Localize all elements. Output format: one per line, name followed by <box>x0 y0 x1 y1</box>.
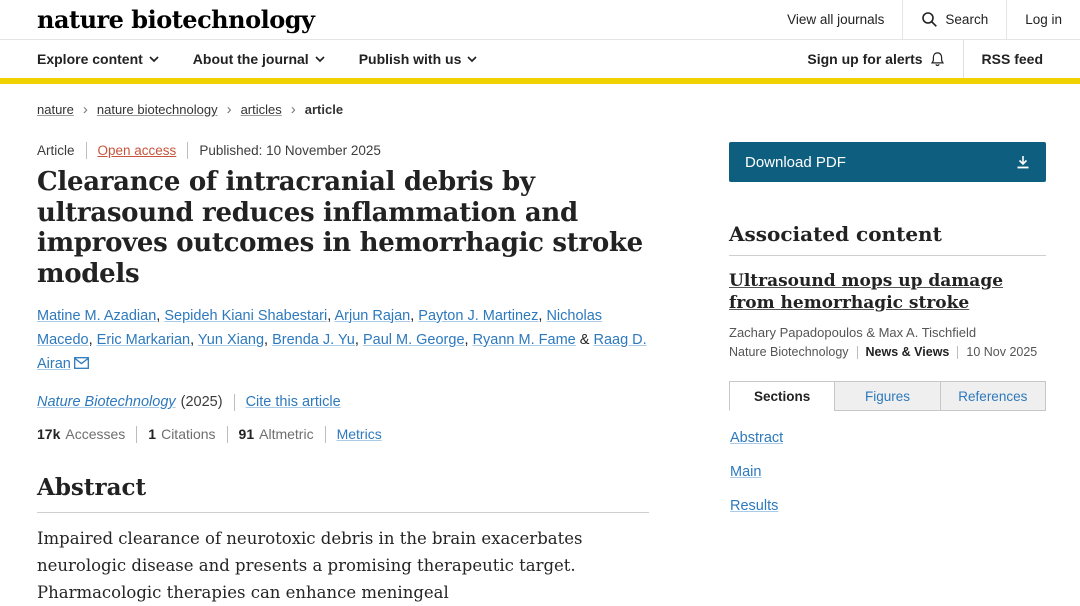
divider <box>227 426 228 443</box>
breadcrumb-articles[interactable]: articles <box>240 102 282 117</box>
tab-sections[interactable]: Sections <box>729 381 835 411</box>
section-links <box>729 411 1046 514</box>
associated-content-section <box>729 222 1046 359</box>
sidebar-tabs <box>729 381 1046 411</box>
site-header <box>0 0 1080 40</box>
open-access-link[interactable]: Open access <box>97 143 177 158</box>
published-date: Published: 10 November 2025 <box>199 143 381 158</box>
rss-feed-label: RSS feed <box>981 51 1043 67</box>
bell-icon <box>930 51 945 67</box>
accesses-value: 17k <box>37 426 61 443</box>
breadcrumb-current: article <box>304 102 344 117</box>
journal-link[interactable]: Nature Biotechnology <box>37 394 176 411</box>
metrics-link[interactable]: Metrics <box>336 426 382 443</box>
associated-article-meta <box>729 345 1046 359</box>
download-pdf-button[interactable] <box>729 142 1046 182</box>
author-link[interactable]: Matine M. Azadian <box>37 307 157 324</box>
chevron-separator-icon <box>291 101 296 118</box>
login-link[interactable] <box>1006 0 1080 39</box>
article-sidebar <box>729 142 1046 606</box>
section-link-results[interactable]: Results <box>730 498 779 514</box>
nav-explore-label: Explore content <box>37 51 143 67</box>
article-title: Clearance of intracranial debris by ultrasound reduces inflammation and improves outcomes in hemorrhagic stroke models <box>37 167 643 290</box>
citations-metric <box>148 426 215 442</box>
divider <box>857 346 858 359</box>
section-rule <box>729 255 1046 256</box>
author-link[interactable]: Brenda J. Yu <box>272 331 355 348</box>
author-link[interactable]: Eric Markarian <box>96 331 191 348</box>
nav-publish-label: Publish with us <box>358 51 462 67</box>
divider <box>187 142 188 159</box>
nav-about-label: About the journal <box>192 51 309 67</box>
download-icon <box>1016 155 1030 170</box>
author-link[interactable]: Nicholas Macedo <box>37 307 603 348</box>
section-rule <box>37 512 649 513</box>
breadcrumb-nature[interactable]: nature <box>37 102 74 117</box>
abstract-heading: Abstract <box>37 473 147 501</box>
altmetric-value: 91 <box>238 426 255 443</box>
nav-utilities <box>789 40 1043 78</box>
breadcrumb <box>37 101 1043 118</box>
author-link[interactable]: Ryann M. Fame <box>472 331 576 348</box>
author-link[interactable]: Yun Xiang <box>197 331 265 348</box>
associated-content-heading: Associated content <box>729 222 942 246</box>
section-link-main[interactable]: Main <box>730 464 762 480</box>
associated-article-link[interactable]: Ultrasound mops up damage from hemorrhagic stroke <box>729 271 1004 313</box>
search-label: Search <box>945 12 989 27</box>
chevron-down-icon <box>315 56 325 62</box>
nav-explore-content[interactable] <box>37 51 159 67</box>
journal-citation-row <box>37 394 649 411</box>
citations-label: Citations <box>161 426 216 443</box>
tab-figures[interactable]: Figures <box>834 381 940 411</box>
view-all-journals-label: View all journals <box>787 12 885 27</box>
page-body <box>0 118 1080 606</box>
journal-logo[interactable]: nature biotechnology <box>37 5 315 34</box>
article-type-label: Article <box>37 143 75 158</box>
author-link[interactable]: Payton J. Martinez <box>418 307 539 324</box>
signup-alerts-link[interactable] <box>789 40 962 78</box>
divider <box>234 394 235 411</box>
cite-this-article-link[interactable]: Cite this article <box>245 394 341 411</box>
journal-year: (2025) <box>180 394 223 411</box>
associated-article-authors: Zachary Papadopoulos & Max A. Tischfield <box>729 325 977 340</box>
author-link[interactable]: Arjun Rajan <box>334 307 411 324</box>
tab-references[interactable]: References <box>940 381 1046 411</box>
search-button[interactable] <box>902 0 1006 39</box>
abstract-text: Impaired clearance of neurotoxic debris in the brain exacerbates neurologic disease and presents a promising therapeutic target. Pharmacologic therapies can enhance meningeal <box>37 528 583 602</box>
divider <box>86 142 87 159</box>
search-icon <box>921 11 938 28</box>
login-label: Log in <box>1025 12 1062 27</box>
article-main <box>37 142 649 606</box>
article-meta-row <box>37 142 649 159</box>
author-link[interactable]: Sepideh Kiani Shabestari <box>164 307 328 324</box>
rss-feed-link[interactable] <box>963 40 1043 78</box>
nav-about-journal[interactable] <box>193 51 325 67</box>
breadcrumb-nature-biotechnology[interactable]: nature biotechnology <box>96 102 218 117</box>
authors-line <box>37 304 649 376</box>
citations-value: 1 <box>148 426 157 443</box>
view-all-journals-link[interactable] <box>769 0 902 39</box>
abstract-section <box>37 474 649 606</box>
associated-date: 10 Nov 2025 <box>966 345 1038 359</box>
email-envelope-icon[interactable] <box>74 357 89 369</box>
section-link-abstract[interactable]: Abstract <box>730 430 784 446</box>
chevron-down-icon <box>467 56 477 62</box>
associated-type: News & Views <box>865 345 950 359</box>
signup-alerts-label: Sign up for alerts <box>807 51 923 67</box>
altmetric-metric <box>239 426 314 442</box>
chevron-separator-icon <box>227 101 232 118</box>
author-link[interactable]: Paul M. George <box>362 331 465 348</box>
author-list: Matine M. Azadian, Sepideh Kiani Shabestari, Arjun Rajan, Payton J. Martinez, Nicholas Macedo, Eric Markarian, Yun Xiang, Brenda J. Yu, Paul M. George, Ryann M. Fame & Raag D. Airan <box>37 307 647 372</box>
journal-nav <box>0 40 1080 84</box>
associated-journal: Nature Biotechnology <box>729 345 849 359</box>
header-utilities <box>769 0 1080 39</box>
nav-publish-with-us[interactable] <box>359 51 478 67</box>
divider <box>957 346 958 359</box>
chevron-down-icon <box>149 56 159 62</box>
author-link[interactable]: Raag D. Airan <box>37 331 647 372</box>
nav-menu <box>37 40 477 78</box>
download-pdf-label: Download PDF <box>745 153 846 171</box>
accesses-label: Accesses <box>65 426 126 443</box>
metrics-row <box>37 426 649 443</box>
divider <box>325 426 326 443</box>
accesses-metric <box>37 426 125 442</box>
chevron-separator-icon <box>83 101 88 118</box>
altmetric-label: Altmetric <box>259 426 314 443</box>
divider <box>136 426 137 443</box>
